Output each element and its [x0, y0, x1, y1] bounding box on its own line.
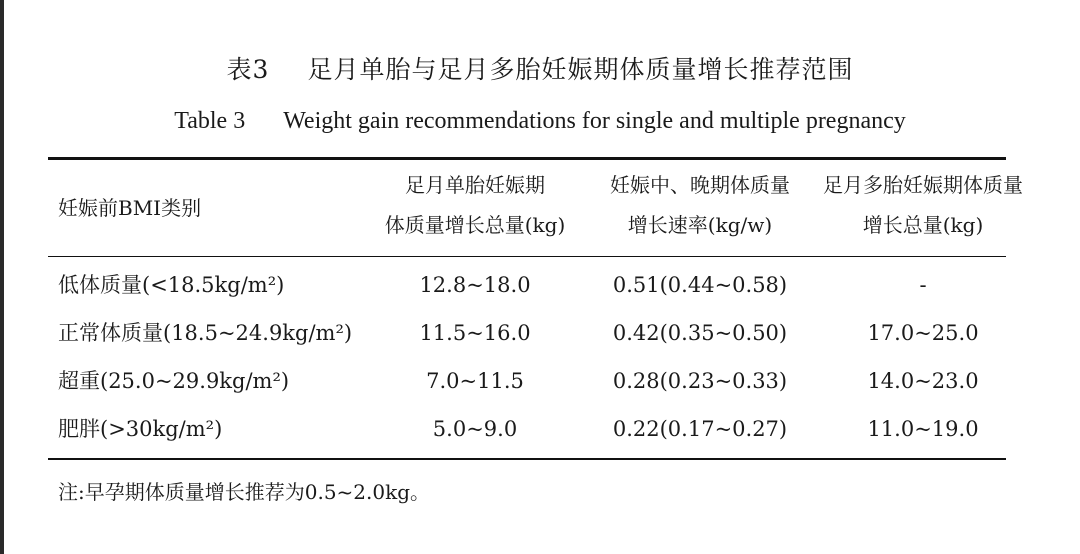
table-header-rule [48, 256, 1006, 257]
table-title-text-en: Weight gain recommendations for single and multiple pregnancy [283, 108, 906, 134]
table-row [0, 356, 1080, 406]
table-row [0, 404, 1080, 454]
row-single: 5.0~9.0 [432, 417, 518, 441]
header-single-line1: 足月单胎妊娠期 [405, 173, 545, 197]
row-multiple: 11.0~19.0 [867, 417, 979, 441]
header-multiple-line1: 足月多胎妊娠期体质量 [823, 173, 1023, 197]
row-single: 11.5~16.0 [419, 321, 531, 345]
row-multiple: - [919, 273, 927, 297]
row-category: 超重(25.0~29.9kg/m²) [58, 369, 290, 393]
header-multiple-line2: 增长总量(kg) [862, 213, 984, 237]
table-label-cn: 表3 [226, 55, 270, 84]
table-footnote: 注:早孕期体质量增长推荐为0.5~2.0kg。 [58, 480, 431, 504]
row-category: 低体质量(<18.5kg/m²) [58, 273, 285, 297]
table-label-en: Table 3 [174, 108, 246, 134]
table-title-en [0, 108, 1080, 135]
table-row [0, 308, 1080, 358]
row-rate: 0.22(0.17~0.27) [612, 417, 788, 441]
header-single-line2: 体质量增长总量(kg) [384, 213, 566, 237]
table-row [0, 260, 1080, 310]
header-rate-line2: 增长速率(kg/w) [627, 213, 773, 237]
row-single: 7.0~11.5 [426, 369, 524, 393]
row-multiple: 14.0~23.0 [867, 369, 979, 393]
header-rate [595, 165, 805, 245]
header-single [365, 165, 585, 245]
row-category: 肥胖(>30kg/m²) [58, 417, 223, 441]
table-bottom-rule [48, 458, 1006, 460]
row-rate: 0.28(0.23~0.33) [612, 369, 788, 393]
header-category: 妊娠前BMI类别 [58, 196, 202, 220]
header-rate-line1: 妊娠中、晚期体质量 [610, 173, 790, 197]
row-multiple: 17.0~25.0 [867, 321, 979, 345]
row-single: 12.8~18.0 [419, 273, 531, 297]
header-multiple [818, 165, 1028, 245]
row-rate: 0.51(0.44~0.58) [612, 273, 788, 297]
row-category: 正常体质量(18.5~24.9kg/m²) [58, 321, 353, 345]
row-rate: 0.42(0.35~0.50) [612, 321, 788, 345]
table-title-cn [0, 50, 1080, 86]
table-title-text-cn: 足月单胎与足月多胎妊娠期体质量增长推荐范围 [307, 55, 854, 84]
table-top-rule [48, 157, 1006, 160]
